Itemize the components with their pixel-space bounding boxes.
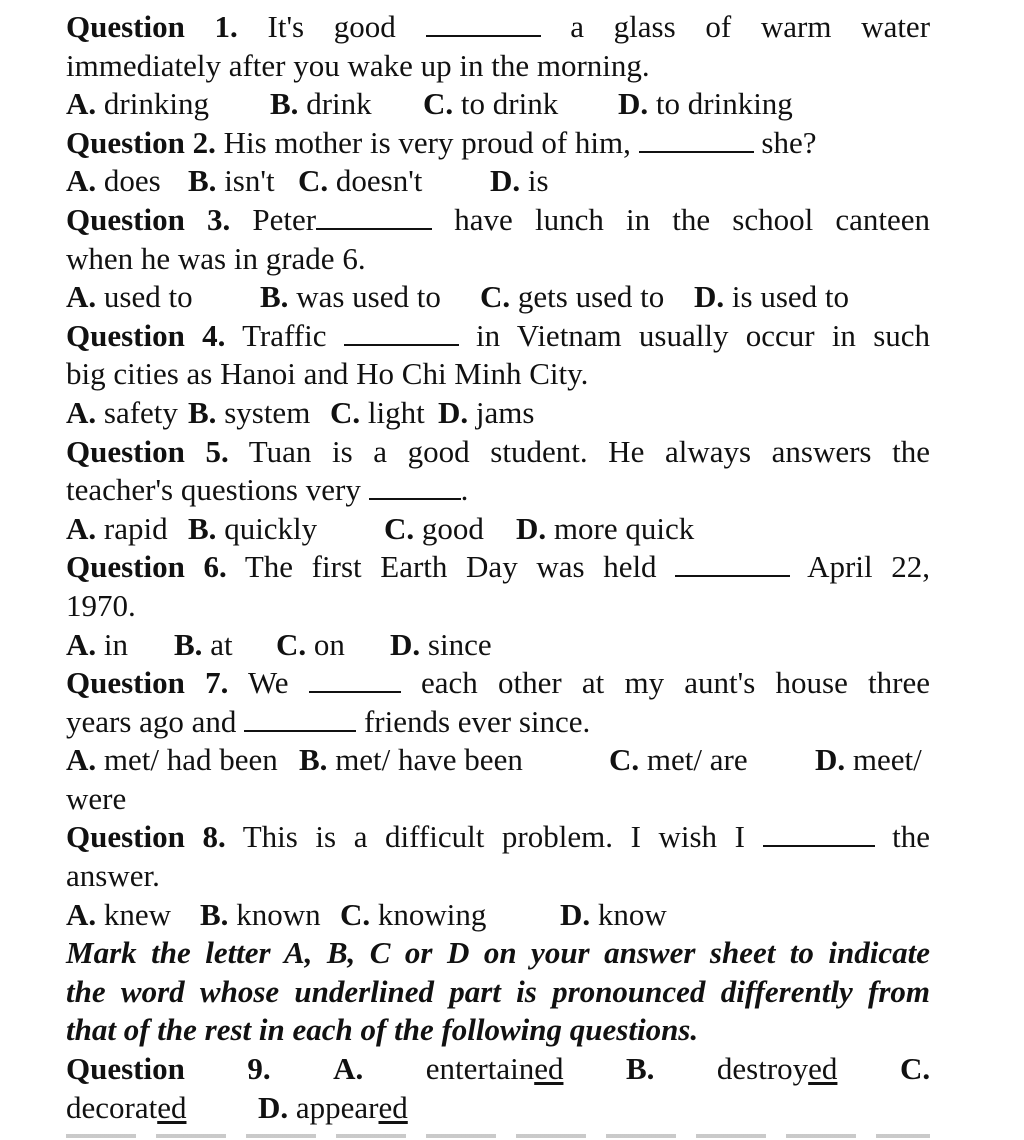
q4-option-a: A. safety bbox=[66, 394, 178, 430]
q4-label: Question 4. bbox=[66, 317, 226, 353]
q3-continuation: when he was in grade 6. bbox=[66, 240, 366, 276]
q8-pre: This is a difficult problem. I wish I bbox=[242, 819, 745, 855]
q5-options bbox=[66, 510, 930, 549]
q8-post: the bbox=[892, 819, 931, 855]
q4-pre: Traffic bbox=[242, 317, 327, 353]
q4-continuation: big cities as Hanoi and Ho Chi Minh City. bbox=[66, 356, 589, 392]
q1-continuation: immediately after you wake up in the morning. bbox=[66, 47, 650, 83]
q9-option-c: decorated bbox=[66, 1089, 187, 1125]
q8-label: Question 8. bbox=[66, 819, 226, 855]
q6-option-d: D. since bbox=[390, 626, 492, 662]
q7-option-d: D. meet/ bbox=[815, 742, 922, 778]
q2-label: Question 2. bbox=[66, 124, 216, 160]
q5-continuation: teacher's questions very . bbox=[66, 472, 469, 508]
q5-pre: Tuan is a good student. He always answers the bbox=[248, 433, 930, 469]
q6-option-a: A. in bbox=[66, 626, 129, 662]
q6-post: April 22, bbox=[807, 549, 930, 585]
q6-options bbox=[66, 626, 930, 665]
q2-option-d: D. is bbox=[490, 163, 549, 199]
q7-label: Question 7. bbox=[66, 665, 229, 701]
q4-blank bbox=[344, 318, 459, 346]
q2-stem bbox=[66, 124, 930, 163]
q8-continuation: answer. bbox=[66, 858, 160, 894]
q1-stem bbox=[66, 8, 930, 47]
q3-blank bbox=[316, 202, 432, 230]
q9-option-a: entertained bbox=[425, 1051, 564, 1087]
q7-blank-1 bbox=[309, 665, 401, 693]
q9-label: Question bbox=[66, 1051, 185, 1087]
q1-option-a: A. drinking bbox=[66, 86, 209, 122]
q7-pre: We bbox=[247, 665, 289, 701]
instruction-line-1: Mark the letter A, B, C or D on your answer sheet to indicate bbox=[66, 935, 930, 971]
q4-options bbox=[66, 394, 930, 433]
cropped-next-line bbox=[66, 1128, 930, 1140]
q3-post: have lunch in the school canteen bbox=[454, 201, 931, 237]
q7-stem bbox=[66, 664, 930, 703]
q8-blank bbox=[763, 819, 875, 847]
q6-pre: The first Earth Day was held bbox=[244, 549, 657, 585]
q3-option-a: A. used to bbox=[66, 279, 193, 315]
q6-option-c: C. on bbox=[276, 626, 345, 662]
q4-option-c: C. light bbox=[330, 394, 425, 430]
q4-option-d: D. jams bbox=[438, 394, 535, 430]
q2-post: she? bbox=[761, 124, 817, 160]
q8-stem bbox=[66, 818, 930, 857]
q3-label: Question 3. bbox=[66, 201, 231, 237]
q9-option-a-letter: A. bbox=[333, 1051, 364, 1087]
q5-option-d: D. more quick bbox=[516, 510, 695, 546]
q5-option-a: A. rapid bbox=[66, 510, 168, 546]
q8-option-c: C. knowing bbox=[340, 896, 487, 932]
q3-option-b: B. was used to bbox=[260, 279, 441, 315]
q7-post: each other at my aunt's house three bbox=[420, 665, 931, 701]
q8-option-b: B. known bbox=[200, 896, 321, 932]
q5-option-c: C. good bbox=[384, 510, 484, 546]
q5-label: Question 5. bbox=[66, 433, 229, 469]
q6-option-b: B. at bbox=[174, 626, 233, 662]
q9-option-b: destroyed bbox=[716, 1051, 838, 1087]
q1-label: Question 1. bbox=[66, 9, 238, 44]
q4-option-b: B. system bbox=[188, 394, 311, 430]
q6-blank bbox=[675, 549, 790, 577]
q7-option-c: C. met/ are bbox=[609, 742, 748, 778]
q6-label: Question 6. bbox=[66, 549, 227, 585]
q1-blank bbox=[426, 9, 541, 37]
q9-stem bbox=[66, 1050, 930, 1089]
q7-blank-2 bbox=[244, 704, 356, 732]
q9-continuation bbox=[66, 1089, 930, 1128]
q5-option-b: B. quickly bbox=[188, 510, 318, 546]
q6-continuation: 1970. bbox=[66, 587, 136, 623]
q7-option-b: B. met/ have been bbox=[299, 742, 523, 778]
q4-post: in Vietnam usually occur in such bbox=[475, 317, 931, 353]
q5-stem bbox=[66, 433, 930, 472]
q3-option-d: D. is used to bbox=[694, 279, 850, 315]
instruction-line-3: that of the rest in each of the following questions. bbox=[66, 1012, 699, 1048]
q8-option-a: A. knew bbox=[66, 896, 172, 932]
q2-pre: His mother is very proud of him, bbox=[223, 124, 631, 160]
q2-blank bbox=[639, 125, 754, 153]
q1-option-c: C. to drink bbox=[423, 86, 559, 122]
q2-options bbox=[66, 162, 930, 201]
q2-option-c: C. doesn't bbox=[298, 163, 423, 199]
instruction-line-2: the word whose underlined part is pronounced differently from bbox=[66, 973, 930, 1009]
q3-options bbox=[66, 278, 930, 317]
q4-stem bbox=[66, 317, 930, 356]
worksheet bbox=[66, 8, 930, 1127]
q2-option-b: B. isn't bbox=[188, 163, 275, 199]
q3-pre-group: Peter bbox=[252, 202, 432, 237]
q1-option-d: D. to drinking bbox=[618, 86, 793, 122]
q1-pre: It's good bbox=[267, 9, 396, 44]
q3-option-c: C. gets used to bbox=[480, 279, 665, 315]
q2-option-a: A. does bbox=[66, 163, 161, 199]
q7-option-d-wrap: were bbox=[66, 780, 127, 816]
q5-blank bbox=[369, 472, 461, 500]
q9-number: 9. bbox=[247, 1051, 271, 1087]
q8-option-d: D. know bbox=[560, 896, 667, 932]
q8-options bbox=[66, 896, 930, 935]
q1-option-b: B. drink bbox=[270, 86, 372, 122]
q7-continuation: years ago and friends ever since. bbox=[66, 703, 591, 739]
q9-option-c-letter: C. bbox=[899, 1051, 931, 1087]
q9-option-d: D. appeared bbox=[258, 1089, 408, 1125]
q1-post: a glass of warm water bbox=[570, 9, 931, 44]
q7-option-a: A. met/ had been bbox=[66, 742, 278, 778]
q3-stem bbox=[66, 201, 930, 240]
q9-option-b-letter: B. bbox=[625, 1051, 655, 1087]
q1-options bbox=[66, 85, 930, 124]
q6-stem bbox=[66, 548, 930, 587]
q7-options bbox=[66, 741, 930, 780]
